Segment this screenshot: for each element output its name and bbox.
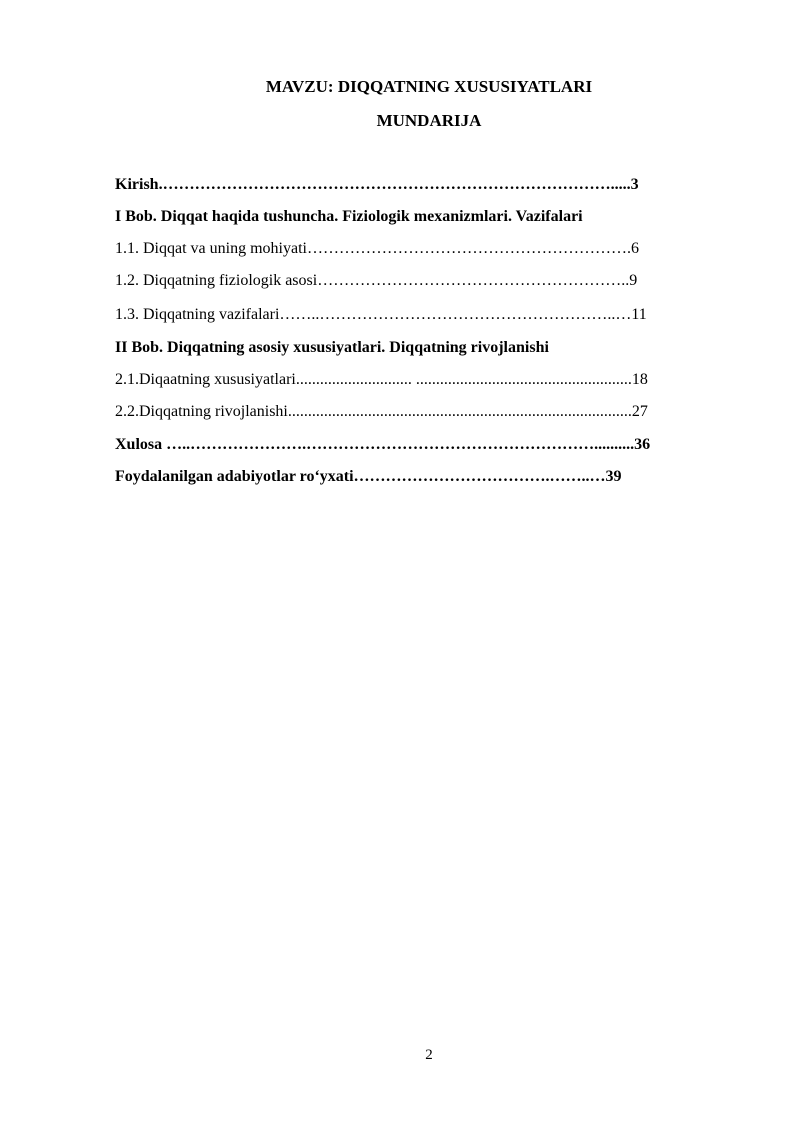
- toc-entry-2-1: 2.1.Diqaatning xususiyatlari............................. ......................................................18: [115, 371, 648, 388]
- toc-entry-bibliography: Foydalanilgan adabiyotlar ro‘yxati……………………………….……..…39: [115, 468, 622, 485]
- page-number: 2: [425, 1047, 433, 1063]
- toc-entry-xulosa: Xulosa …..………………….………………………………………………..........36: [115, 436, 651, 453]
- toc-chapter-1: I Bob. Diqqat haqida tushuncha. Fiziologik mexanizmlari. Vazifalari: [115, 208, 583, 225]
- toc-chapter-2: II Bob. Diqqatning asosiy xususiyatlari. Diqqatning rivojlanishi: [115, 339, 549, 356]
- contents-heading: MUNDARIJA: [376, 111, 482, 130]
- toc-entry-2-2: 2.2.Diqqatning rivojlanishi......................................................................................27: [115, 403, 648, 420]
- toc-entry-kirish: Kirish.………………………………………………………………………….....3: [115, 176, 639, 193]
- toc-entry-1-1: 1.1. Diqqat va uning mohiyati…………………………………………………….6: [115, 240, 639, 257]
- toc-entry-1-2: 1.2. Diqqatning fiziologik asosi…………………………………………………..9: [115, 272, 638, 289]
- toc-entry-1-3: 1.3. Diqqatning vazifalari……..………………………………………………..…11: [115, 306, 647, 323]
- document-title: MAVZU: DIQQATNING XUSUSIYATLARI: [265, 77, 593, 96]
